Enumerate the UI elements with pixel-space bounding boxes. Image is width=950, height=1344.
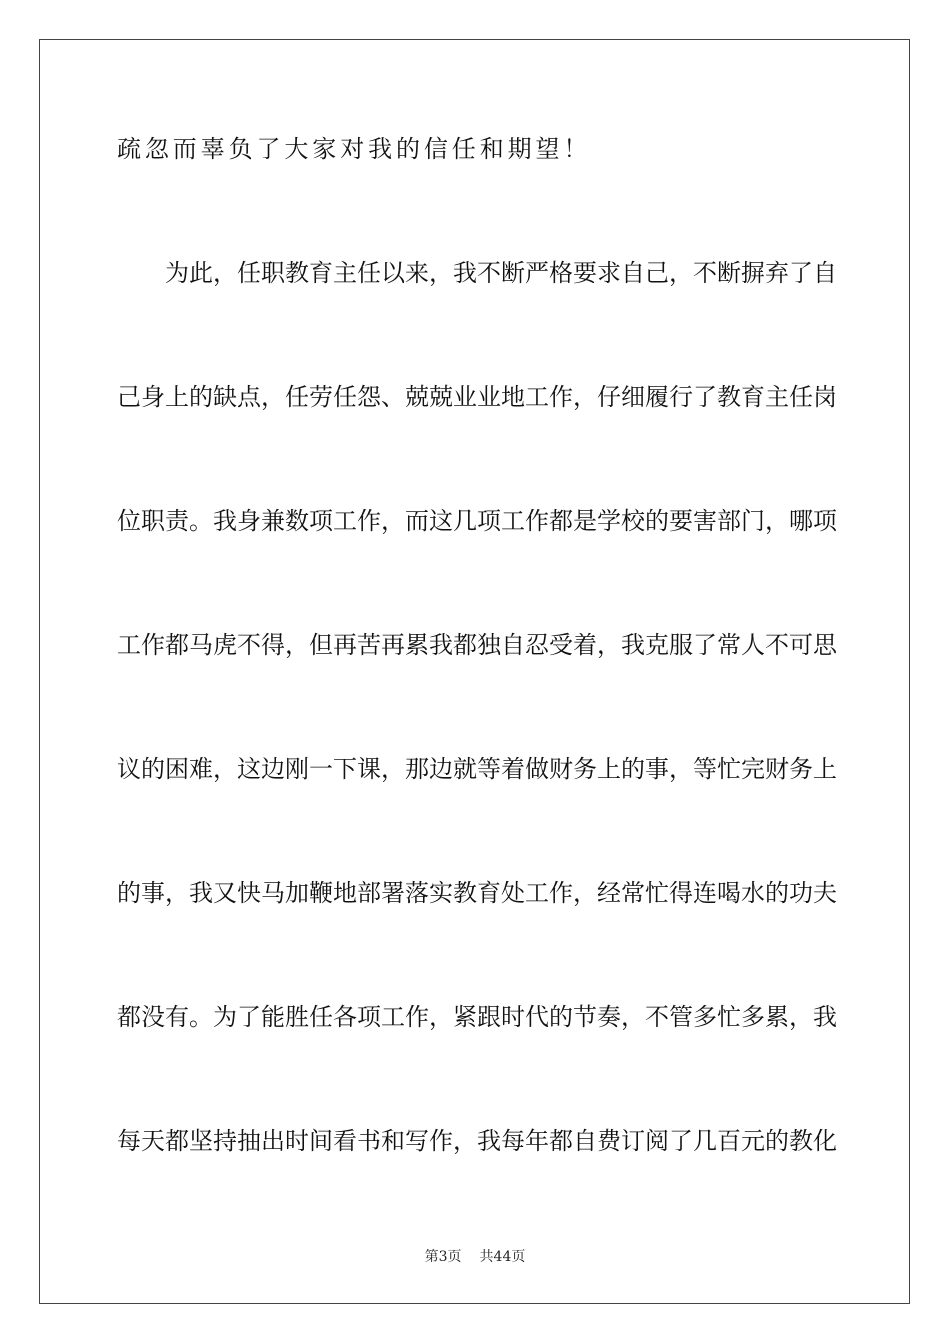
text-line-2: 为此，任职教育主任以来，我不断严格要求自己，不断摒弃了自 [165,259,837,287]
text-line-6: 议的困难，这边刚一下课，那边就等着做财务上的事，等忙完财务上 [117,755,837,783]
text-line-8: 都没有。为了能胜任各项工作，紧跟时代的节奏，不管多忙多累，我 [117,1003,837,1031]
text-line-3: 己身上的缺点，任劳任怨、兢兢业业地工作，仔细履行了教育主任岗 [117,383,837,411]
page-number: 第3页 [424,1249,462,1265]
text-line-1: 疏忽而辜负了大家对我的信任和期望！ [117,135,592,163]
page-total: 共44页 [479,1249,526,1265]
text-line-9: 每天都坚持抽出时间看书和写作，我每年都自费订阅了几百元的教化 [117,1127,837,1155]
text-line-5: 工作都马虎不得，但再苦再累我都独自忍受着，我克服了常人不可思 [117,631,837,659]
text-line-4: 位职责。我身兼数项工作，而这几项工作都是学校的要害部门，哪项 [117,507,837,535]
page-footer [0,1248,950,1266]
text-line-7: 的事，我又快马加鞭地部署落实教育处工作，经常忙得连喝水的功夫 [117,879,837,907]
page-border [39,39,910,1304]
